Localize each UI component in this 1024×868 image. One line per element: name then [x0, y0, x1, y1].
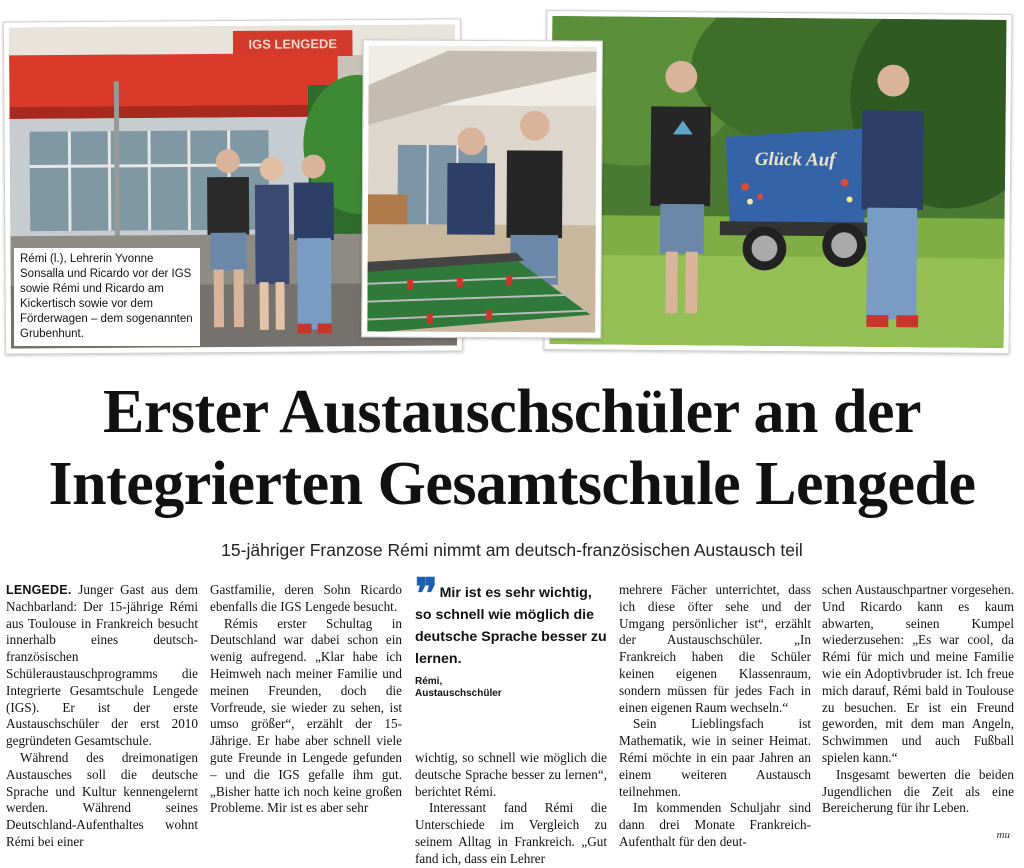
- article-column-1: [6, 582, 198, 851]
- article-paragraph: Insgesamt bewerten die beiden Jugendlichen die Zeit als eine Bereicherung für ihr Leben.: [822, 767, 1014, 817]
- article-paragraph: wichtig, so schnell wie möglich die deutsche Sprache besser zu lernen“, berichtet Rémi.: [415, 750, 607, 800]
- photo-foosball: [361, 39, 603, 338]
- article-column-4: [619, 582, 811, 851]
- pull-quote-text: Mir ist es sehr wichtig, so schnell wie möglich die deutsche Sprache besser zu lernen.: [415, 585, 607, 667]
- headline-line-2: Integrierten Gesamtschule Lengede: [0, 448, 1024, 520]
- quote-mark-icon: ❞: [415, 582, 438, 604]
- article-paragraph: Sein Lieblingsfach ist Mathematik, wie in seiner Heimat. Rémi möchte in ein paar Jahren an einem weiteren Austausch teilnehmen.: [619, 716, 811, 800]
- article-column-2: [210, 582, 402, 817]
- article-paragraph: [6, 582, 198, 750]
- article-column-5: [822, 582, 1014, 817]
- cart-sign-text: Glück Auf: [755, 149, 838, 171]
- article-paragraph: Während des dreimonatigen Austausches soll die deutsche Sprache und Kultur kennengelernt werden. Während seines Deutschland-Aufenthaltes wohnt Rémi bei einer: [6, 750, 198, 851]
- pull-quote-role: Austauschschüler: [415, 688, 607, 700]
- photo-caption: Rémi (l.), Lehrerin Yvonne Sonsalla und Ricardo vor der IGS sowie Rémi und Ricardo am Kickertisch sowie vor dem Förderwagen – dem sogenannten Grubenhunt.: [14, 248, 200, 346]
- article-paragraph: Rémis erster Schultag in Deutschland war dabei schon ein wenig aufregend. „Klar habe ich Heimweh nach meiner Familie und meinen Freunden, doch die Vorfreude, sie wieder zu sehen, ist umso größer“, erzählt der 15-Jährige. Er habe aber schnell viele gute Freunde in Lengede gefunden – und die IGS gefalle ihm gut. „Bisher hatte ich noch keine großen Probleme. Mir ist es aber sehr: [210, 616, 402, 818]
- article-column-3: [415, 750, 607, 868]
- paragraph-text: Junger Gast aus dem Nachbarland: Der 15-jährige Rémi aus Toulouse in Frankreich besucht innerhalb eines deutsch-französischen Schüleraustauschprogramms die Integrierte Gesamtschule Lengede (IGS). Er ist der erste Austauschschüler der erst 2010 gegründeten Gesamtschule.: [6, 582, 198, 748]
- foosball-image: [367, 45, 596, 332]
- headline-line-1: Erster Austauschschüler an der: [0, 376, 1024, 448]
- article-paragraph: Interessant fand Rémi die Unterschiede im Vergleich zu seinem Alltag in Frankreich. „Gut fand ich, dass ein Lehrer: [415, 800, 607, 867]
- pull-quote-name: Rémi,: [415, 676, 607, 688]
- article-paragraph: Im kommenden Schuljahr sind dann drei Monate Frankreich-Aufenthalt für den deut-: [619, 800, 811, 850]
- article-paragraph: schen Austauschpartner vorgesehen. Und Ricardo kann es kaum abwarten, seinen Kumpel wiederzusehen: „Es war cool, da Rémi für mich und meine Familie wie ein Adoptivbruder ist. Ich freue mich darauf, Rémi bald in Toulouse zu besuchen. Er ist ein Freund geworden, mit dem man Angeln, Schwimmen und auch Fußball spielen kann.“: [822, 582, 1014, 767]
- dateline: LENGEDE.: [6, 583, 72, 597]
- school-sign-text: IGS LENGEDE: [248, 36, 337, 52]
- author-initials: mu: [997, 829, 1010, 841]
- pull-quote-text-block: [415, 582, 607, 670]
- pull-quote: [415, 582, 607, 700]
- subheadline: 15-jähriger Franzose Rémi nimmt am deutsch-französischen Austausch teil: [0, 540, 1024, 561]
- article-paragraph: mehrere Fächer unterrichtet, dass ich diese öfter sehe und der Umgang persönlicher ist“, erzählt der Austauschschüler. „In Frankreich haben die Schüler keinen eigenen Klassenraum, sondern müssen für jedes Fach in einen eigenen Raum wechseln.“: [619, 582, 811, 716]
- mining-cart-image: [550, 16, 1007, 348]
- headline: [0, 376, 1024, 520]
- article-paragraph: Gastfamilie, deren Sohn Ricardo ebenfalls die IGS Lengede besucht.: [210, 582, 402, 616]
- photo-mining-cart: [544, 10, 1013, 354]
